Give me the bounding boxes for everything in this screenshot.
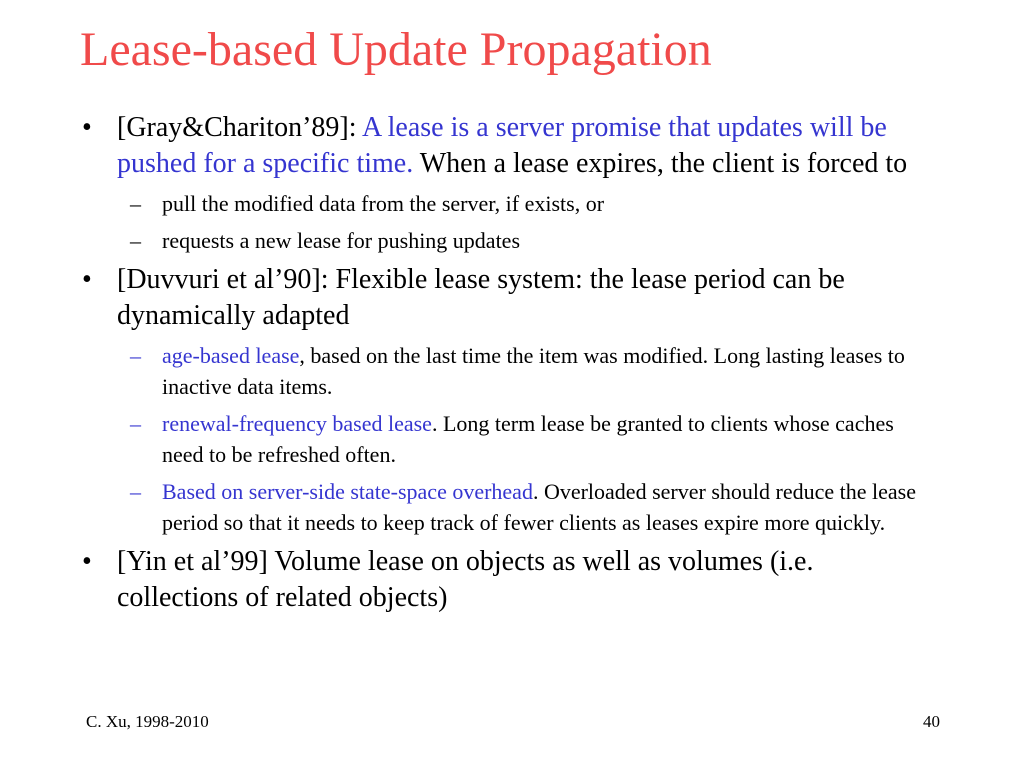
sub-bullet-age-based [82,340,932,402]
bullet-marker: • [82,112,92,143]
term-highlight: age-based lease [162,343,300,368]
sub-bullet-text: pull the modified data from the server, if exists, or [162,191,605,216]
term-highlight: Based on server-side state-space overhead [162,479,533,504]
slide-body [82,110,932,622]
dash-marker: – [130,343,141,368]
sub-bullet-text: requests a new lease for pushing updates [162,228,521,253]
bullet-text: [Duvvuri et al’90]: Flexible lease system: the lease period can be dynamically adapted [117,264,845,331]
citation: [Gray&Chariton’89]: [117,112,362,143]
lease-definition: A lease is a server promise that updates will be pushed for a specific time. [117,112,887,179]
sub-bullet-state-space [82,476,932,538]
sub-bullet-pull [82,188,932,219]
bullet-text: When a lease expires, the client is forced to [413,148,908,179]
dash-marker: – [130,479,141,504]
sub-bullet-text: . Overloaded server should reduce the lease period so that it needs to keep track of fewer clients as leases expire more quickly. [162,479,916,535]
bullet-text: [Yin et al’99] Volume lease on objects as well as volumes (i.e. collections of related objects) [117,546,814,613]
footer-page-number: 40 [923,712,940,731]
bullet-marker: • [82,546,92,577]
dash-marker: – [130,411,141,436]
dash-marker: – [130,191,141,216]
footer-author: C. Xu, 1998-2010 [86,712,209,731]
slide-title: Lease-based Update Propagation [80,23,712,76]
sub-bullet-text: . Long term lease be granted to clients whose caches need to be refreshed often. [162,411,894,467]
sublist-flexible-lease [82,340,932,538]
sub-bullet-renewal-frequency [82,408,932,470]
sub-bullet-text: , based on the last time the item was modified. Long lasting leases to inactive data items. [162,343,905,399]
dash-marker: – [130,228,141,253]
sublist-lease-expiry [82,188,932,256]
term-highlight: renewal-frequency based lease [162,411,432,436]
bullet-marker: • [82,264,92,295]
bullet-gray-chariton [82,110,932,182]
bullet-duvvuri [82,262,932,334]
bullet-yin [82,544,932,616]
sub-bullet-new-lease [82,225,932,256]
